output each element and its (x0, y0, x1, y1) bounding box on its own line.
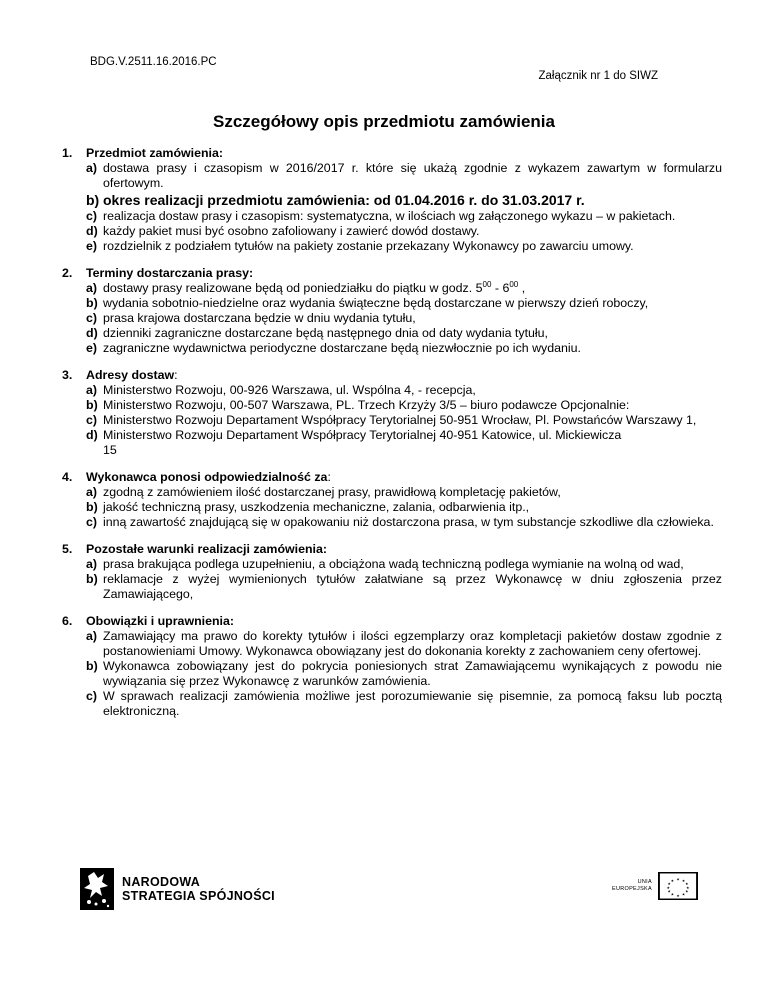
section-number: 4. (62, 470, 73, 484)
item-letter: b) (86, 398, 98, 412)
item-text-part: - 6 (491, 281, 510, 295)
item-letter: b) (86, 572, 98, 586)
item-text: reklamacje z wyżej wymienionych tytułów załatwiane są przez Wykonawcę w dniu zgłoszenia przez Zamawiającego, (103, 572, 722, 601)
list-item (86, 515, 722, 530)
section-title: Pozostałe warunki realizacji zamówienia: (86, 542, 328, 556)
list-item (86, 296, 722, 311)
list-item (86, 326, 722, 341)
item-text: prasa brakująca podlega uzupełnieniu, a obciążona wadą techniczną podlega wymianie na wolną od wad, (103, 557, 684, 571)
item-text: W sprawach realizacji zamówienia możliwe jest porozumiewanie się pisemnie, za pomocą faksu lub pocztą elektroniczną. (103, 689, 722, 718)
list-item (86, 311, 722, 326)
item-letter: c) (86, 689, 98, 703)
item-letter: e) (86, 239, 98, 253)
item-text: zgodną z zamówieniem ilość dostarczanej prasy, prawidłową kompletację pakietów, (103, 485, 561, 499)
item-text: wydania sobotnio-niedzielne oraz wydania świąteczne będą dostarczane w pierwszy dzień roboczy, (103, 296, 649, 310)
section-title-colon: : (174, 368, 178, 382)
item-letter: d) (86, 428, 98, 442)
item-letter: b) (86, 192, 100, 208)
item-letter: e) (86, 341, 98, 355)
reference-number: BDG.V.2511.16.2016.PC (90, 56, 217, 68)
item-text (103, 281, 722, 296)
item-text: Ministerstwo Rozwoju, 00-926 Warszawa, ul. Wspólna 4, - recepcja, (103, 383, 476, 397)
item-letter: b) (86, 296, 98, 310)
item-letter: a) (86, 281, 98, 295)
item-text: rozdzielnik z podziałem tytułów na pakiety zostanie przekazany Wykonawcy po zawarciu umowy. (103, 239, 634, 253)
item-letter: a) (86, 161, 98, 175)
item-letter: b) (86, 659, 98, 673)
item-letter: c) (86, 515, 98, 529)
section-heading (62, 542, 722, 557)
svg-text:★: ★ (685, 889, 689, 894)
list-item (86, 500, 722, 515)
section-5 (62, 542, 722, 602)
list-item (86, 383, 722, 398)
item-text: każdy pakiet musi być osobno zafoliowany i zawierć dowód dostawy. (103, 224, 480, 238)
section-title: Przedmiot zamówienia: (86, 146, 224, 160)
item-letter: a) (86, 557, 98, 571)
item-text: Wykonawca zobowiązany jest do pokrycia poniesionych strat Zamawiającemu wynikających z powodu nie wywiązania się przez Wykonawcę z warunków zamówienia. (103, 659, 722, 688)
eu-flag-icon (658, 872, 698, 900)
item-text-part: , (518, 281, 526, 295)
item-letter: d) (86, 326, 98, 340)
superscript: 00 (482, 279, 492, 289)
item-text: realizacja dostaw prasy i czasopism: systematyczna, w ilościach wg załączonego wykazu – w pakietach. (103, 209, 676, 223)
list-item (86, 572, 722, 602)
section-number: 6. (62, 614, 73, 628)
nss-emblem-icon (80, 868, 114, 910)
item-letter: c) (86, 311, 98, 325)
svg-text:★: ★ (670, 878, 675, 883)
item-text: Zamawiający ma prawo do korekty tytułów i ilości egzemplarzy oraz kompletacji pakietów dostaw zgodnie z postanowieniami Umowy. Wykonawca obowiązany jest do dokonania korekty z zachowaniem ceny ofertowej. (103, 629, 722, 658)
page-title: Szczegółowy opis przedmiotu zamówienia (213, 112, 555, 131)
list-item (86, 239, 722, 254)
eu-line-2: EUROPEJSKA (612, 886, 652, 892)
list-item (86, 659, 722, 689)
svg-text:★: ★ (686, 885, 690, 890)
section-heading (62, 614, 722, 629)
list-item (86, 224, 722, 239)
svg-text:★: ★ (681, 878, 686, 883)
item-text: inną zawartość znajdującą się w opakowaniu niż dostarczona prasa, w tym substancje szkodliwe dla człowieka. (103, 515, 714, 529)
section-number: 2. (62, 266, 73, 280)
section-2 (62, 266, 722, 356)
section-heading (62, 266, 722, 281)
eu-wordmark (612, 879, 652, 893)
list-item (86, 341, 722, 356)
section-3 (62, 368, 722, 458)
item-text: Ministerstwo Rozwoju Departament Współpracy Terytorialnej 50-951 Wrocław, Pl. Powstańców Warszawy 1, (103, 413, 697, 427)
section-title: Obowiązki i uprawnienia: (86, 614, 235, 628)
section-title: Terminy dostarczania prasy: (86, 266, 254, 280)
svg-text:★: ★ (670, 892, 675, 897)
section-heading (62, 470, 722, 485)
item-letter: d) (86, 224, 98, 238)
section-number: 5. (62, 542, 73, 556)
list-item (86, 398, 722, 413)
section-heading (62, 368, 722, 383)
list-item (86, 209, 722, 224)
section-4 (62, 470, 722, 530)
list-item (86, 413, 722, 428)
item-text-part: dostawy prasy realizowane będą od poniedziałku do piątku w godz. 5 (103, 281, 483, 295)
svg-text:★: ★ (676, 894, 680, 899)
section-number: 3. (62, 368, 73, 382)
list-item (86, 689, 722, 719)
svg-text:★: ★ (685, 882, 689, 887)
item-text: Ministerstwo Rozwoju, 00-507 Warszawa, PL. Trzech Krzyży 3/5 – biuro podawcze Opcjonalnie: (103, 398, 630, 412)
svg-text:★: ★ (676, 877, 680, 882)
item-text: Ministerstwo Rozwoju Departament Współpracy Terytorialnej 40-951 Katowice, ul. Mickiewicza 15 (103, 428, 622, 457)
section-6 (62, 614, 722, 719)
list-item (86, 629, 722, 659)
item-text: prasa krajowa dostarczana będzie w dniu wydania tytułu, (103, 311, 416, 325)
annex-label: Załącznik nr 1 do SIWZ (538, 70, 658, 82)
section-title-text: Adresy dostaw (86, 368, 175, 382)
superscript: 00 (509, 279, 519, 289)
list-item (86, 485, 722, 500)
item-letter: b) (86, 500, 98, 514)
svg-text:★: ★ (667, 889, 671, 894)
list-item (86, 557, 722, 572)
eu-logo (612, 872, 698, 900)
svg-text:★: ★ (666, 885, 670, 890)
document-body (62, 146, 722, 731)
item-text: zagraniczne wydawnictwa periodyczne dostarczane będą niezwłocznie po ich wydaniu. (103, 341, 581, 355)
section-title-text: Wykonawca ponosi odpowiedzialność za (86, 470, 328, 484)
item-text: jakość techniczną prasy, uszkodzenia mechaniczne, zalania, odbarwienia itp., (103, 500, 530, 514)
item-letter: c) (86, 209, 98, 223)
list-item (86, 281, 722, 296)
item-letter: a) (86, 383, 98, 397)
item-letter: c) (86, 413, 98, 427)
list-item-period (86, 191, 722, 209)
svg-text:★: ★ (667, 882, 671, 887)
item-letter: a) (86, 629, 98, 643)
nss-line-2: STRATEGIA SPÓJNOŚCI (122, 889, 275, 903)
nss-logo (80, 868, 275, 910)
nss-line-1: NARODOWA (122, 875, 201, 889)
section-title (86, 368, 178, 383)
eu-line-1: UNIA (637, 879, 652, 885)
section-title-colon: : (327, 470, 331, 484)
section-1 (62, 146, 722, 254)
svg-text:★: ★ (681, 892, 686, 897)
item-text: dostawa prasy i czasopism w 2016/2017 r. które się ukażą zgodnie z wykazem zawartym w formularzu ofertowym. (103, 161, 722, 190)
section-title (86, 470, 331, 485)
item-letter: a) (86, 485, 98, 499)
section-heading (62, 146, 722, 161)
list-item (86, 428, 722, 458)
nss-wordmark (122, 875, 275, 903)
item-text: dzienniki zagraniczne dostarczane będą następnego dnia od daty wydania tytułu, (103, 326, 548, 340)
section-number: 1. (62, 146, 73, 160)
item-text: okres realizacji przedmiotu zamówienia: od 01.04.2016 r. do 31.03.2017 r. (103, 192, 585, 208)
list-item (86, 161, 722, 191)
